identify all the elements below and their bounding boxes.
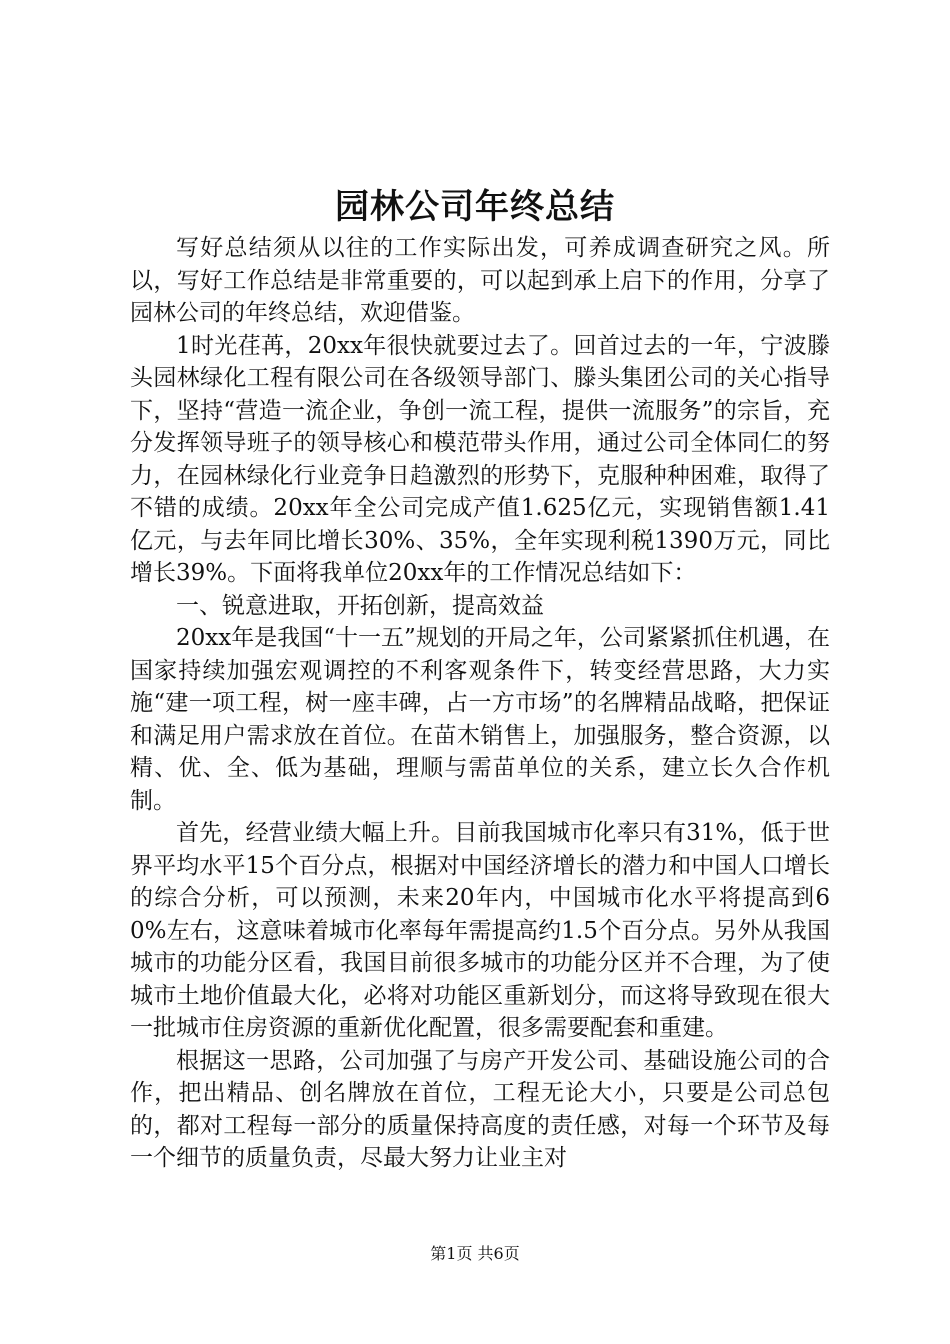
paragraph-strategy: 20xx年是我国“十一五”规划的开局之年，公司紧紧抓住机遇，在国家持续加强宏观调控的不利客观条件下，转变经营思路，大力实施“建一项工程，树一座丰碑，占一方市场”的名牌精品战略，把保证和满足用户需求放在首位。在苗木销售上，加强服务，整合资源，以精、优、全、低为基础，理顺与需苗单位的关系，建立长久合作机制。 — [130, 625, 830, 814]
document-body — [130, 232, 830, 1175]
document-title: 园林公司年终总结 — [335, 187, 615, 227]
paragraph-cooperation: 根据这一思路，公司加强了与房产开发公司、基础设施公司的合作，把出精品、创名牌放在首位，工程无论大小，只要是公司总包的，都对工程每一部分的质量保持高度的责任感，对每一个环节及每一个细节的质量负责，尽最大努力让业主对 — [130, 1047, 830, 1171]
page-number-footer: 第1页 共6页 — [430, 1244, 520, 1263]
paragraph-performance: 首先，经营业绩大幅上升。目前我国城市化率只有31%，低于世界平均水平15个百分点，根据对中国经济增长的潜力和中国人口增长的综合分析，可以预测，未来20年内，中国城市化水平将提高到60%左右，这意味着城市化率每年需提高约1.5个百分点。另外从我国城市的功能分区看，我国目前很多城市的功能分区并不合理，为了使城市土地价值最大化，必将对功能区重新划分，而这将导致现在很大一批城市住房资源的重新优化配置，很多需要配套和重建。 — [130, 820, 830, 1041]
section-heading-1: 一、锐意进取，开拓创新，提高效益 — [176, 592, 544, 619]
paragraph-overview: 1时光荏苒，20xx年很快就要过去了。回首过去的一年，宁波滕头园林绿化工程有限公司在各级领导部门、滕头集团公司的关心指导下，坚持“营造一流企业，争创一流工程，提供一流服务”的宗旨，充分发挥领导班子的领导核心和模范带头作用，通过公司全体同仁的努力，在园林绿化行业竞争日趋激烈的形势下，克服种种困难，取得了不错的成绩。20xx年全公司完成产值1.625亿元，实现销售额1.41亿元，与去年同比增长30%、35%，全年实现利税1390万元，同比增长39%。下面将我单位20xx年的工作情况总结如下： — [130, 332, 830, 586]
paragraph-intro: 写好总结须从以往的工作实际出发，可养成调查研究之风。所以，写好工作总结是非常重要的，可以起到承上启下的作用，分享了园林公司的年终总结，欢迎借鉴。 — [130, 235, 830, 326]
